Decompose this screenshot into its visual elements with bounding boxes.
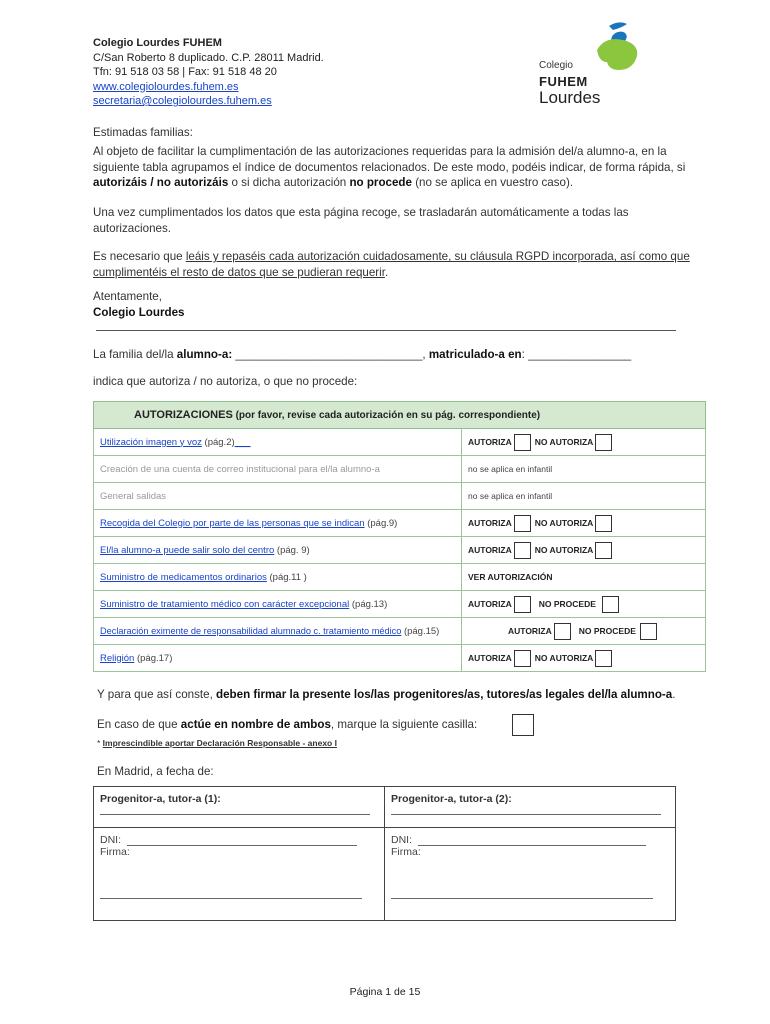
table-row: Declaración eximente de responsabilidad alumnado c. tratamiento médico (pág.15) AUTORIZA NO PROCEDE <box>94 618 706 645</box>
table-row: Religión (pág.17) AUTORIZA NO AUTORIZA <box>94 645 706 672</box>
table-header <box>94 402 706 429</box>
authorizations-table <box>93 401 706 672</box>
paragraph-rgpd: Es necesario que leáis y repaséis cada autorización cuidadosamente, su cláusula RGPD incorporada, así como que cumplimentéis el resto de datos que se pudieran requerir. <box>93 250 690 279</box>
firma-2-label: Firma: <box>391 846 421 858</box>
checkbox-no-procede-tratamiento[interactable] <box>602 596 619 613</box>
logo-lourdes: Lourdes <box>539 88 601 107</box>
signature-header-row <box>94 787 676 828</box>
checkbox-autoriza-recogida[interactable] <box>514 515 531 532</box>
course-blank[interactable]: : ________________ <box>521 348 632 361</box>
signature-body-row <box>94 828 676 921</box>
checkbox-autoriza-salir[interactable] <box>514 542 531 559</box>
indica-line: indica que autoriza / no autoriza, o que no procede: <box>93 375 358 388</box>
checkbox-no-procede-declaracion[interactable] <box>640 623 657 640</box>
dni-2-label: DNI: <box>391 834 412 846</box>
row-link-religion[interactable]: Religión <box>100 652 135 664</box>
conste-line: Y para que así conste, deben firmar la presente los/las progenitores/as, tutores/as legales del/la alumno-a. <box>97 688 676 701</box>
status-no-aplica: no se aplica en infantil <box>468 463 553 474</box>
fecha-line: En Madrid, a fecha de: <box>97 765 214 778</box>
fuhem-logo <box>537 18 657 113</box>
checkbox-no-autoriza-salir[interactable] <box>595 542 612 559</box>
progenitor-1-name-field[interactable] <box>100 814 370 815</box>
logo-colegio: Colegio <box>539 60 573 71</box>
status-no-aplica: no se aplica en infantil <box>468 490 553 501</box>
row-label-salidas: General salidas <box>100 490 167 502</box>
paragraph-intro: Al objeto de facilitar la cumplimentación de las autorizaciones requeridas para la admisión del/a alumno-a, en la siguiente tabla agrupamos el índice de documentos relacionados. De este modo, podéis indicar, de forma rápida, si autorizáis / no autorizáis o si dicha autorización no procede (no se aplica en vuestro caso). <box>93 145 686 189</box>
table-row: El/la alumno-a puede salir solo del centro (pág. 9) AUTORIZA NO AUTORIZA <box>94 537 706 564</box>
table-row <box>94 483 706 510</box>
table-row: Recogida del Colegio por parte de las personas que se indican (pág.9) AUTORIZA NO AUTORIZA <box>94 510 706 537</box>
website-link[interactable]: www.colegiolourdes.fuhem.es <box>93 80 239 93</box>
school-name: Colegio Lourdes FUHEM <box>93 37 222 49</box>
note-anexo: * Imprescindible aportar Declaración Responsable - anexo I <box>97 738 337 748</box>
checkbox-autoriza-declaracion[interactable] <box>554 623 571 640</box>
school-header <box>93 36 324 109</box>
table-title: AUTORIZACIONES (por favor, revise cada autorización en su pág. correspondiente) <box>94 402 706 429</box>
paragraph-transfer: Una vez cumplimentados los datos que esta página recoge, se trasladarán automáticamente a todas las autorizaciones. <box>93 206 629 235</box>
page-number: Página 1 de 15 <box>349 986 421 998</box>
closing: Atentamente, <box>93 290 162 303</box>
row-link-salir-solo[interactable]: El/la alumno-a puede salir solo del centro <box>100 544 275 556</box>
separator-line <box>96 330 676 331</box>
progenitor-1-label: Progenitor-a, tutor-a (1): <box>100 793 221 805</box>
row-link-imagen[interactable]: Utilización imagen y voz <box>100 436 202 448</box>
family-line: La familia del/la alumno-a: _____________________________, matriculado-a en: ________________ <box>93 348 632 361</box>
checkbox-autoriza-imagen[interactable] <box>514 434 531 451</box>
checkbox-no-autoriza-recogida[interactable] <box>595 515 612 532</box>
checkbox-ambos[interactable] <box>512 714 534 736</box>
checkbox-autoriza-religion[interactable] <box>514 650 531 667</box>
checkbox-autoriza-tratamiento[interactable] <box>514 596 531 613</box>
firma-2-field[interactable] <box>391 898 653 899</box>
greeting: Estimadas familias: <box>93 126 193 139</box>
firma-1-label: Firma: <box>100 846 130 858</box>
checkbox-no-autoriza-imagen[interactable] <box>595 434 612 451</box>
table-row: Suministro de tratamiento médico con carácter excepcional (pág.13) AUTORIZA NO PROCEDE <box>94 591 706 618</box>
signature-table <box>93 786 676 921</box>
logo-fuhem: FUHEM <box>539 74 588 89</box>
row-label-correo: Creación de una cuenta de correo institucional para el/la alumno-a <box>100 463 380 475</box>
row-link-recogida[interactable]: Recogida del Colegio por parte de las personas que se indican <box>100 517 365 529</box>
checkbox-no-autoriza-religion[interactable] <box>595 650 612 667</box>
table-row <box>94 456 706 483</box>
signature-school: Colegio Lourdes <box>93 306 185 319</box>
dni-2-field[interactable] <box>418 845 646 846</box>
progenitor-2-label: Progenitor-a, tutor-a (2): <box>391 793 512 805</box>
email-link[interactable]: secretaria@colegiolourdes.fuhem.es <box>93 95 272 107</box>
status-ver-autorizacion: VER AUTORIZACIÓN <box>468 571 553 582</box>
row-link-tratamiento[interactable]: Suministro de tratamiento médico con carácter excepcional <box>100 598 350 610</box>
ambos-line: En caso de que actúe en nombre de ambos, marque la siguiente casilla: <box>97 718 478 731</box>
row-link-declaracion[interactable]: Declaración eximente de responsabilidad alumnado c. tratamiento médico <box>100 625 402 636</box>
school-address: C/San Roberto 8 duplicado. C.P. 28011 Madrid. <box>93 51 324 64</box>
table-row: Utilización imagen y voz (pág.2)___ AUTORIZA NO AUTORIZA <box>94 429 706 456</box>
table-row: Suministro de medicamentos ordinarios (pág.11 ) VER AUTORIZACIÓN <box>94 564 706 591</box>
dni-1-field[interactable] <box>127 845 357 846</box>
dni-1-label: DNI: <box>100 834 121 846</box>
school-phone-fax: Tfn: 91 518 03 58 | Fax: 91 518 48 20 <box>93 66 277 78</box>
student-name-blank[interactable]: _____________________________, <box>232 348 429 361</box>
progenitor-2-name-field[interactable] <box>391 814 661 815</box>
firma-1-field[interactable] <box>100 898 362 899</box>
row-link-medicamentos[interactable]: Suministro de medicamentos ordinarios <box>100 571 267 583</box>
